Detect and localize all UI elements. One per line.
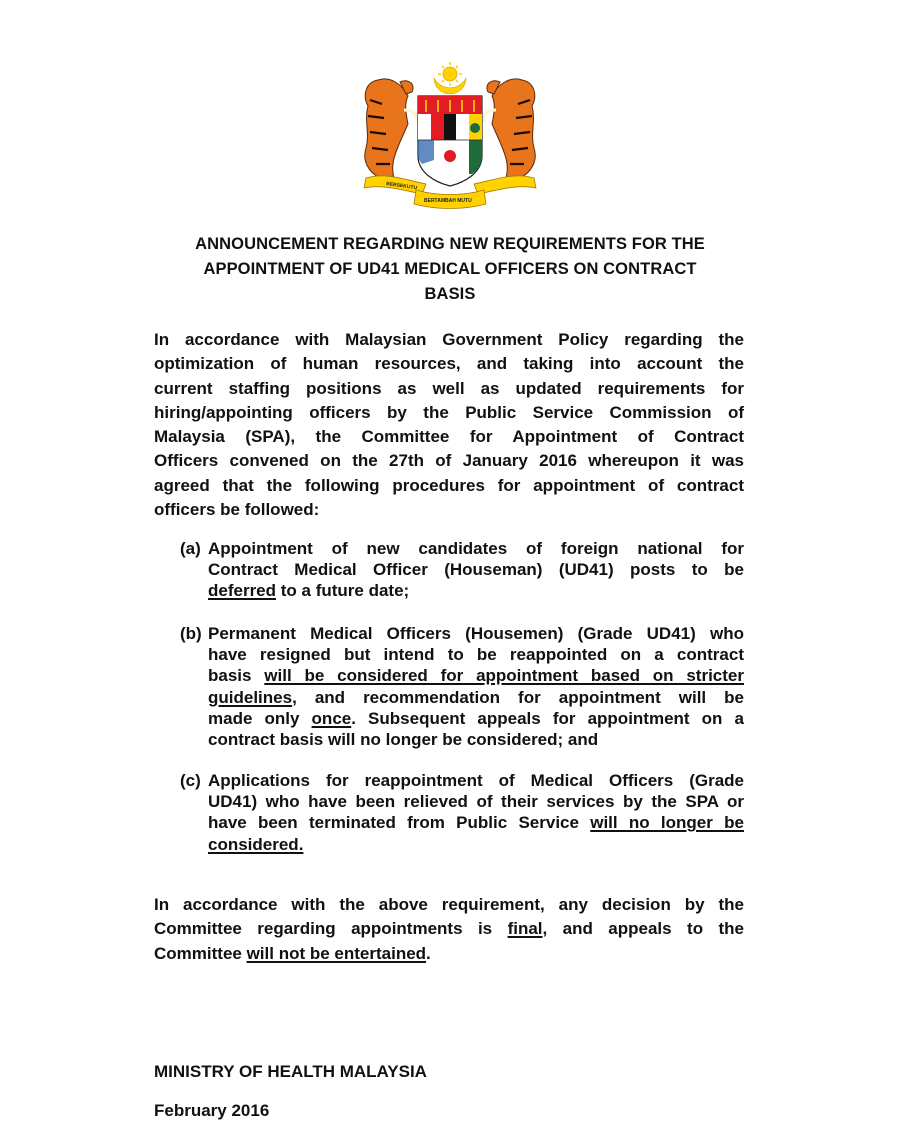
item-text: made only bbox=[208, 708, 312, 728]
item-line bbox=[208, 665, 744, 686]
closing-text: Committee regarding appointments is bbox=[154, 919, 508, 939]
underlined-text: will be considered for appointment based on stricter bbox=[264, 666, 744, 686]
underlined-text: guidelines bbox=[208, 687, 293, 707]
item-label: (b) bbox=[180, 624, 202, 643]
closing-line bbox=[154, 917, 744, 941]
underlined-text: deferred bbox=[208, 581, 277, 601]
item-line bbox=[208, 687, 744, 708]
sun-icon bbox=[438, 62, 462, 86]
shield-icon bbox=[418, 96, 482, 186]
closing-text: , and appeals to the bbox=[542, 919, 744, 939]
item-line: have resigned but intend to be reappointed on a contract bbox=[208, 645, 744, 665]
underlined-text: final bbox=[507, 919, 543, 939]
list-item-c bbox=[180, 770, 744, 855]
underlined-text: will not be entertained bbox=[246, 943, 427, 963]
closing-text: . bbox=[426, 943, 431, 963]
item-text: basis bbox=[208, 666, 265, 686]
intro-line: In accordance with Malaysian Government Policy regarding the bbox=[154, 330, 744, 349]
intro-line: officers be followed: bbox=[154, 500, 320, 520]
intro-line: Malaysia (SPA), the Committee for Appointment of Contract bbox=[154, 427, 744, 447]
title-line: BASIS bbox=[424, 285, 476, 303]
item-line bbox=[208, 812, 744, 833]
underlined-text: considered. bbox=[208, 834, 304, 854]
item-text: to a future date; bbox=[276, 581, 410, 601]
left-tiger-icon bbox=[365, 79, 417, 178]
item-line: Permanent Medical Officers (Housemen) (Grade UD41) who bbox=[208, 624, 744, 643]
announcement-title bbox=[150, 232, 750, 307]
item-line bbox=[208, 580, 744, 601]
issue-date: February 2016 bbox=[154, 1101, 270, 1120]
intro-line: optimization of human resources, and taking into account the bbox=[154, 354, 744, 374]
motto-left-text: BERSEKUTU bbox=[385, 181, 418, 192]
closing-paragraph bbox=[154, 893, 744, 966]
item-label: (a) bbox=[180, 539, 201, 558]
issuer-name: MINISTRY OF HEALTH MALAYSIA bbox=[154, 1062, 427, 1081]
item-line: UD41) who have been relieved of their services by the SPA or bbox=[208, 792, 744, 812]
intro-line: current staffing positions as well as updated requirements for bbox=[154, 378, 744, 398]
underlined-text: will no longer be bbox=[590, 813, 744, 833]
right-tiger-icon bbox=[484, 79, 536, 178]
closing-text: Committee bbox=[154, 943, 247, 963]
closing-line: In accordance with the above requirement, any decision by the bbox=[154, 895, 744, 914]
item-line: contract basis will no longer be considered; and bbox=[208, 730, 599, 750]
intro-line: Officers convened on the 27th of January 2016 whereupon it was bbox=[154, 451, 744, 471]
intro-line: agreed that the following procedures for appointment of contract bbox=[154, 475, 744, 495]
underlined-text: once bbox=[311, 708, 352, 728]
list-item-b bbox=[180, 623, 744, 750]
title-line: ANNOUNCEMENT REGARDING NEW REQUIREMENTS FOR THE bbox=[195, 235, 705, 253]
item-label: (c) bbox=[180, 771, 201, 790]
item-text: . Subsequent appeals for appointment on a bbox=[351, 708, 744, 728]
motto-center-text: BERTAMBAH MUTU bbox=[424, 198, 472, 204]
item-line bbox=[208, 708, 744, 729]
item-line: Applications for reappointment of Medical Officers (Grade bbox=[208, 771, 744, 790]
title-line: APPOINTMENT OF UD41 MEDICAL OFFICERS ON CONTRACT bbox=[203, 260, 697, 278]
item-text: have been terminated from Public Service bbox=[208, 813, 591, 833]
item-line: Appointment of new candidates of foreign national for bbox=[208, 539, 744, 558]
item-text: , and recommendation for appointment will be bbox=[292, 687, 744, 707]
list-item-a bbox=[180, 538, 744, 602]
item-line: Contract Medical Officer (Houseman) (UD41) posts to be bbox=[208, 560, 744, 580]
closing-line bbox=[154, 942, 744, 966]
item-line bbox=[208, 834, 744, 855]
coat-of-arms-icon bbox=[356, 60, 544, 210]
intro-paragraph bbox=[154, 328, 744, 522]
intro-line: hiring/appointing officers by the Public Service Commission of bbox=[154, 402, 744, 422]
